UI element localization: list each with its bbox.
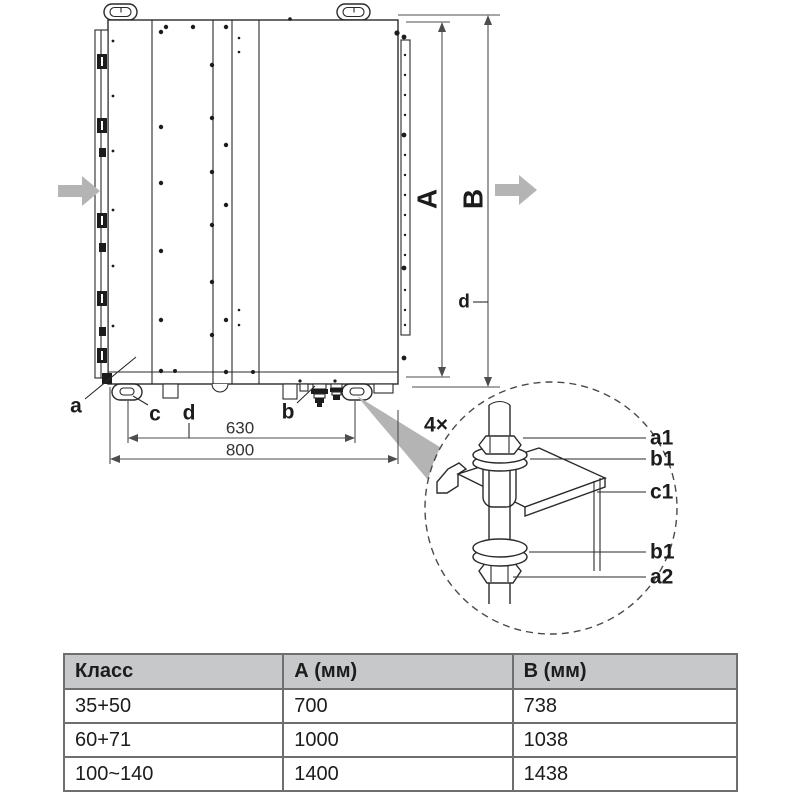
table-header-row <box>64 654 737 689</box>
washer-b1-bottom <box>473 539 527 566</box>
detail-label-a1: a1 <box>650 426 674 450</box>
a-value-cell: 700 <box>283 689 512 723</box>
table-header-a-mm: А (мм) <box>283 654 512 689</box>
part-label-c: c <box>149 402 161 426</box>
dim-label-d-side: d <box>458 291 470 313</box>
detail-label-b1-bottom: b1 <box>650 540 675 564</box>
detail-label-b1-top: b1 <box>650 447 675 471</box>
part-label-a: a <box>70 394 82 418</box>
b-value-cell: 1038 <box>513 723 737 757</box>
class-cell: 60+71 <box>64 723 283 757</box>
a-value-cell: 1000 <box>283 723 512 757</box>
outdoor-unit-side-view <box>95 4 410 407</box>
part-label-d: d <box>182 401 196 425</box>
table-header-b-mm: B (мм) <box>513 654 737 689</box>
a-value-cell: 1400 <box>283 757 512 791</box>
table-row <box>64 757 737 791</box>
detail-callout-wedge <box>357 396 443 480</box>
dimensions-table <box>63 653 738 792</box>
detail-label-c1: c1 <box>650 480 674 504</box>
carry-handle-icon <box>337 4 370 20</box>
airflow-arrow-left-icon <box>58 176 100 206</box>
spec-table-container <box>63 653 738 792</box>
b-value-cell: 738 <box>513 689 737 723</box>
b-value-cell: 1438 <box>513 757 737 791</box>
class-cell: 35+50 <box>64 689 283 723</box>
detail-multiplier: 4× <box>424 413 448 437</box>
detail-circle <box>425 382 677 634</box>
mounting-foot-right <box>342 384 372 400</box>
table-header-class: Класс <box>64 654 283 689</box>
table-row <box>64 723 737 757</box>
dim-value-630: 630 <box>225 418 255 438</box>
table-row <box>64 689 737 723</box>
dim-value-800: 800 <box>225 440 255 460</box>
part-label-b: b <box>281 400 295 424</box>
airflow-arrow-right-icon <box>495 175 537 205</box>
mounting-detail-callout <box>424 382 677 634</box>
detail-label-a2: a2 <box>650 565 674 589</box>
class-cell: 100~140 <box>64 757 283 791</box>
dim-label-B: B <box>457 188 489 210</box>
mounting-foot-left <box>112 384 142 400</box>
nut-a1 <box>479 436 521 454</box>
stop-valves <box>311 384 343 407</box>
carry-handle-icon <box>104 4 137 20</box>
dim-label-A: A <box>411 188 443 210</box>
